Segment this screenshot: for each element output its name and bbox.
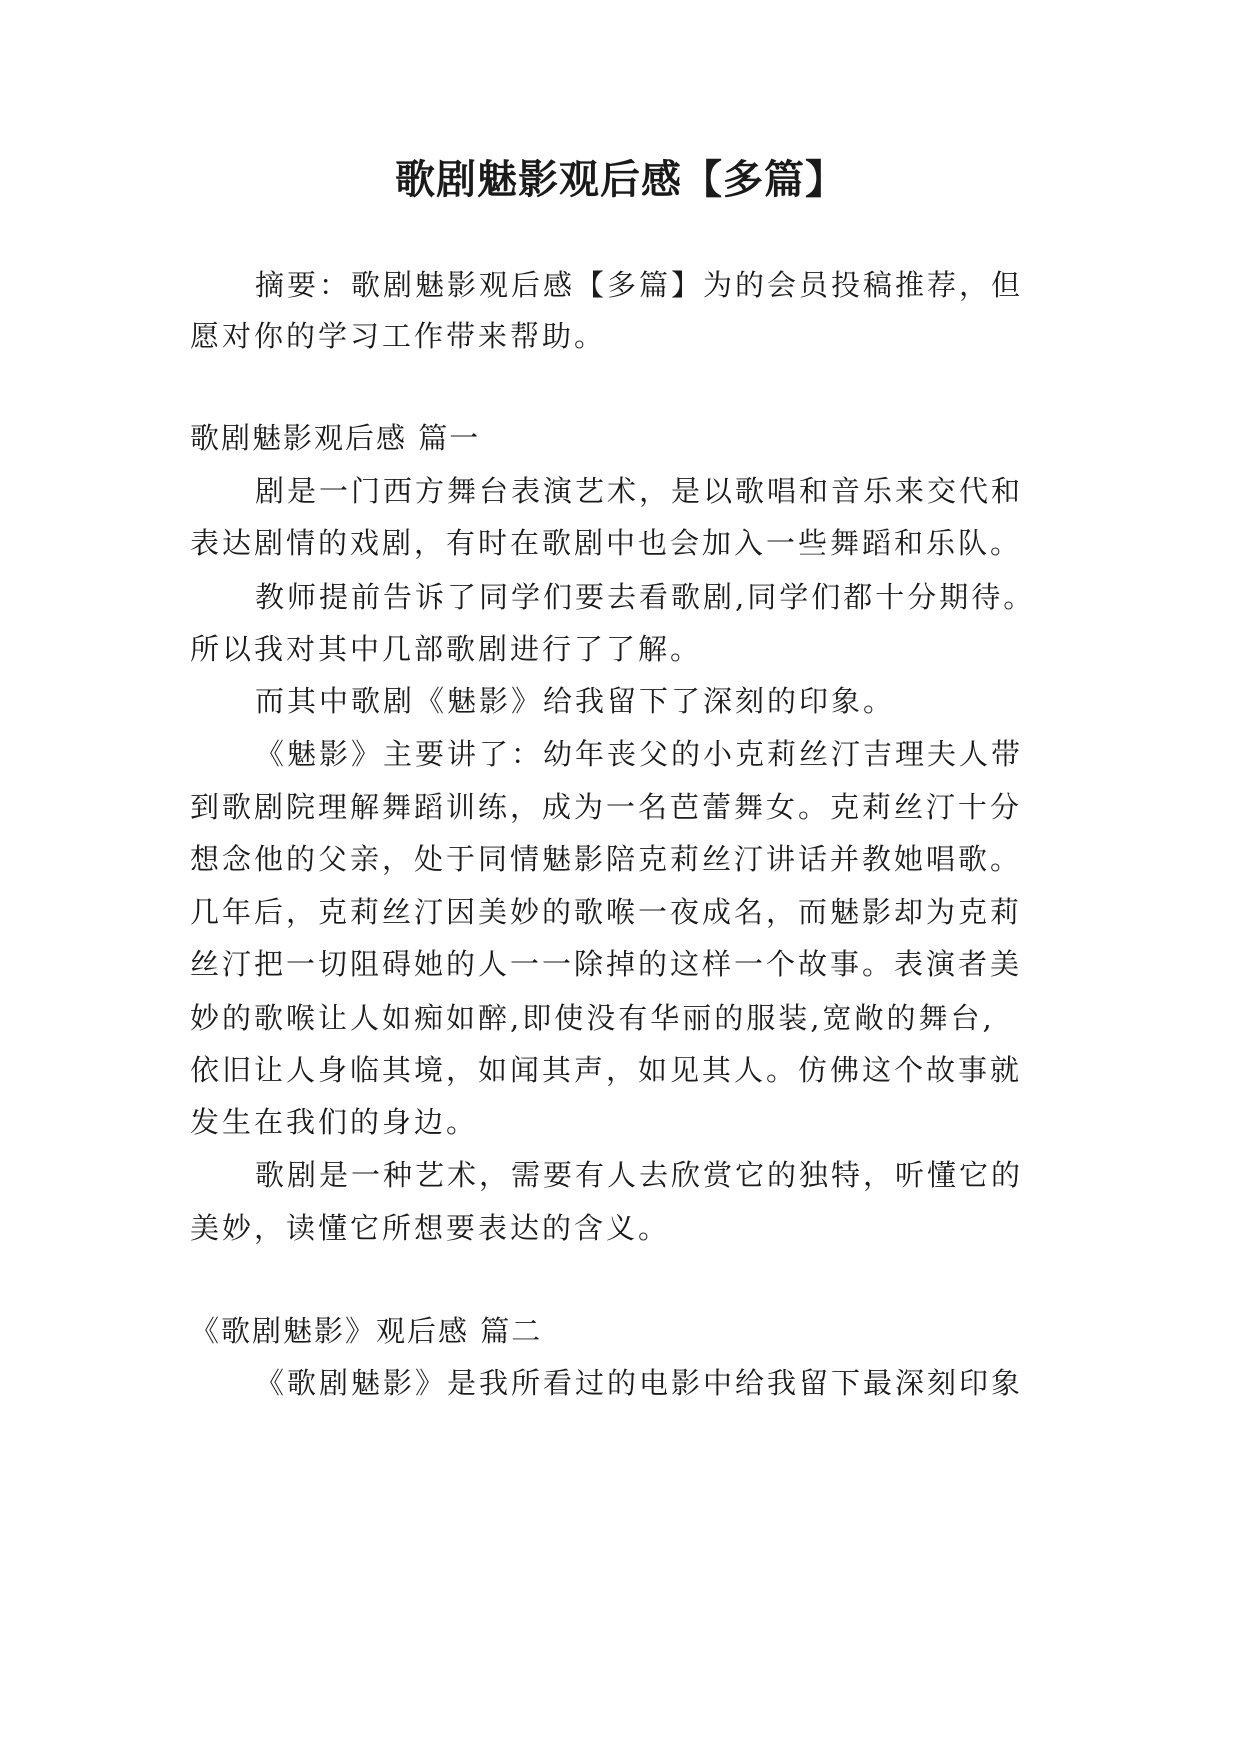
section-heading: 《歌剧魅影》观后感 篇二: [190, 1314, 543, 1348]
abstract-line: 摘要：歌剧魅影观后感【多篇】为的会员投稿推荐，但: [255, 268, 1024, 302]
abstract-line: 愿对你的学习工作带来帮助。: [190, 319, 607, 353]
paragraph-line: 到歌剧院理解舞蹈训练，成为一名芭蕾舞女。克莉丝汀十分: [190, 790, 1023, 824]
paragraph-line: 歌剧是一种艺术，需要有人去欣赏它的独特，听懂它的: [255, 1158, 1024, 1192]
paragraph-line: 妙的歌喉让人如痴如醉,即使没有华丽的服装,宽敞的舞台,: [190, 1001, 995, 1035]
document-title: 歌剧魅影观后感【多篇】: [395, 157, 846, 203]
paragraph-line: 《魅影》主要讲了：幼年丧父的小克莉丝汀吉理夫人带: [255, 737, 1024, 771]
paragraph-line: 几年后，克莉丝汀因美妙的歌喉一夜成名，而魅影却为克莉: [190, 895, 1023, 929]
paragraph-line: 《歌剧魅影》是我所看过的电影中给我留下最深刻印象: [255, 1366, 1024, 1400]
paragraph-line: 而其中歌剧《魅影》给我留下了深刻的印象。: [255, 684, 896, 718]
paragraph-line: 丝汀把一切阻碍她的人一一除掉的这样一个故事。表演者美: [190, 947, 1023, 981]
paragraph-line: 教师提前告诉了同学们要去看歌剧,同学们都十分期待。: [255, 580, 1036, 614]
paragraph-line: 美妙，读懂它所想要表达的含义。: [190, 1211, 671, 1245]
paragraph-line: 剧是一门西方舞台表演艺术，是以歌唱和音乐来交代和: [255, 474, 1024, 508]
section-heading: 歌剧魅影观后感 篇一: [190, 421, 481, 455]
paragraph-line: 依旧让人身临其境，如闻其声，如见其人。仿佛这个故事就: [190, 1053, 1023, 1087]
paragraph-line: 表达剧情的戏剧，有时在歌剧中也会加入一些舞蹈和乐队。: [190, 526, 1023, 560]
paragraph-line: 所以我对其中几部歌剧进行了了解。: [190, 632, 703, 666]
paragraph-line: 想念他的父亲，处于同情魅影陪克莉丝汀讲话并教她唱歌。: [190, 842, 1023, 876]
paragraph-line: 发生在我们的身边。: [190, 1105, 479, 1139]
